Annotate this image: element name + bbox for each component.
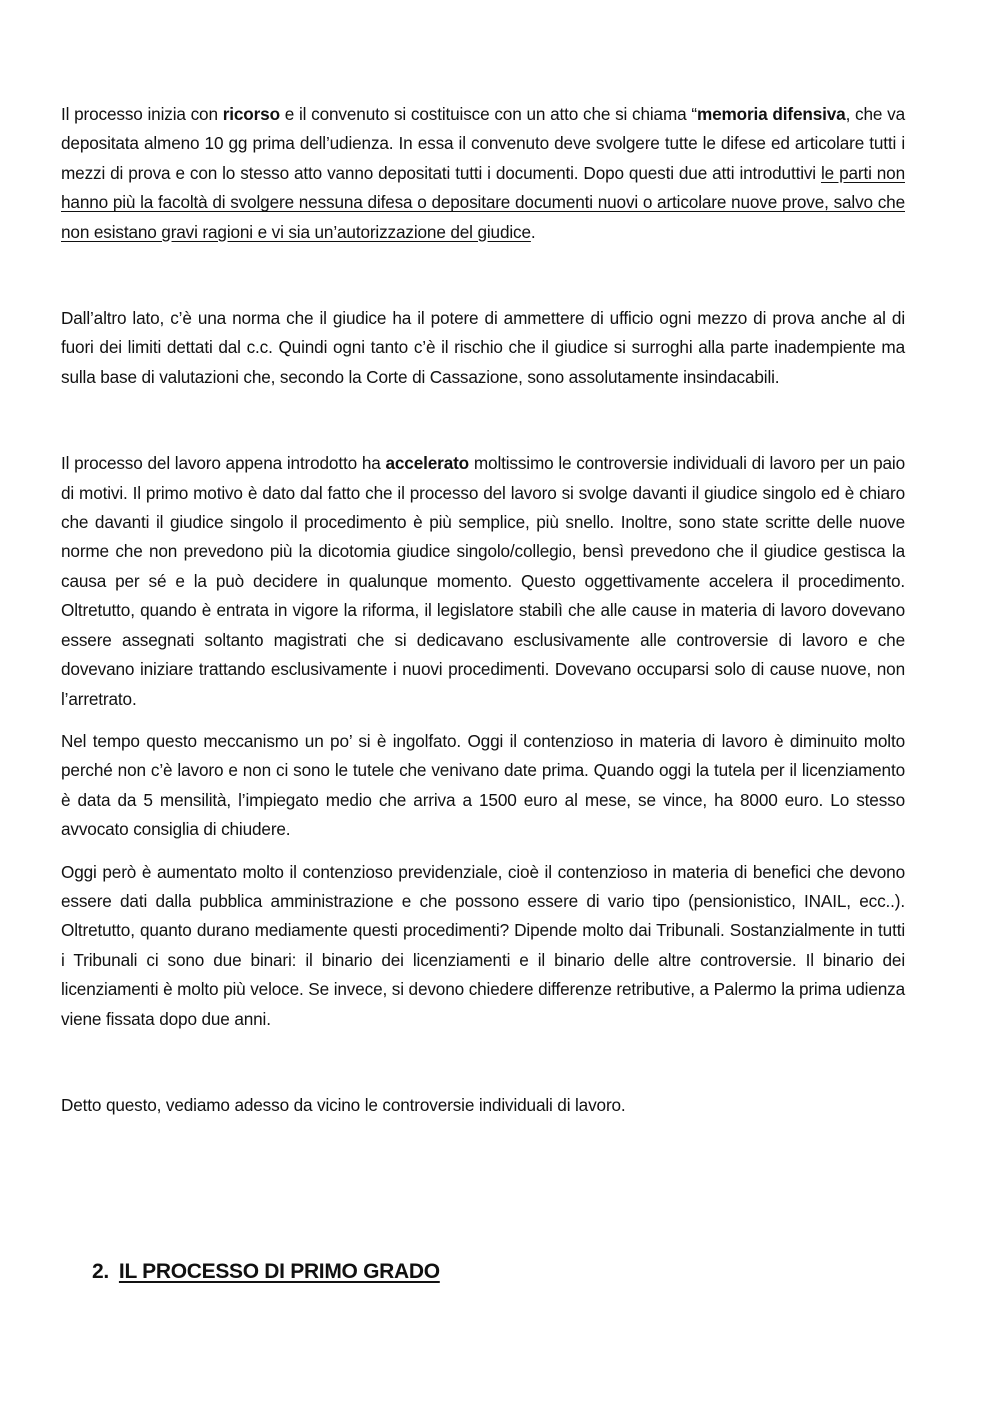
section-title: IL PROCESSO DI PRIMO GRADO xyxy=(118,1260,440,1283)
p1-text-1: Il processo inizia con xyxy=(61,104,223,124)
section-heading xyxy=(92,1260,440,1284)
p1-text-3: , che va depositata almeno 10 gg prima dell’udienza. In essa il convenuto deve svolgere tutte le difese ed articolare tutti i mezzi di prova e con lo stesso atto vanno depositati tutti i documenti. Dopo questi due atti introduttivi xyxy=(61,104,905,183)
p1-text-4: . xyxy=(530,221,536,242)
p3-bold-accelerato: accelerato xyxy=(385,453,470,474)
p3-text-1: Il processo del lavoro appena introdotto ha xyxy=(61,453,386,474)
p1-bold-memoria-difensiva: memoria difensiva xyxy=(696,104,846,124)
paragraph-6: Detto questo, vediamo adesso da vicino le controversie individuali di lavoro. xyxy=(61,1094,626,1115)
paragraph-3 xyxy=(61,449,905,714)
p3-text-2: moltissimo le controversie individuali di lavoro per un paio di motivi. Il primo motivo è dato dal fatto che il processo del lavoro si svolge davanti il giudice singolo ed è chiaro che davanti il giudice singolo il procedimento è più semplice, più snello. Inoltre, sono state scritte delle nuove norme che non prevedono più la dicotomia giudice singolo/collegio, bensì prevedono che il giudice gestisca la causa per sé e la può decidere in qualunque momento. Questo oggettivamente accelera il procedimento. Oltretutto, quando è entrata in vigore la riforma, il legislatore stabilì che alle cause in materia di lavoro dovevano essere assegnati soltanto magistrati che si dedicavano esclusivamente alle controversie di lavoro e che dovevano iniziare trattando esclusivamente i nuovi procedimenti. Dovevano occuparsi solo di cause nuove, non l’arretrato. xyxy=(61,453,905,709)
p1-text-2: e il convenuto si costituisce con un atto che si chiama “ xyxy=(279,104,697,124)
paragraph-4: Nel tempo questo meccanismo un po’ si è ingolfato. Oggi il contenzioso in materia di lavoro è diminuito molto perché non c’è lavoro e non ci sono le tutele che venivano date prima. Quando oggi la tutela per il licenziamento è data da 5 mensilità, l’impiegato medio che arriva a 1500 euro al mese, se vince, ha 8000 euro. Lo stesso avvocato consiglia di chiudere. xyxy=(61,730,905,840)
paragraph-2: Dall’altro lato, c’è una norma che il giudice ha il potere di ammettere di ufficio ogni mezzo di prova anche al di fuori dei limiti dettati dal c.c. Quindi ogni tanto c’è il rischio che il giudice si surroghi alla parte inadempiente ma sulla base di valutazioni che, secondo la Corte di Cassazione, sono assolutamente insindacabili. xyxy=(61,308,905,387)
p1-bold-ricorso: ricorso xyxy=(222,104,280,124)
paragraph-1 xyxy=(61,100,905,247)
paragraph-5: Oggi però è aumentato molto il contenzioso previdenziale, cioè il contenzioso in materia di benefici che devono essere dati dalla pubblica amministrazione e che possono essere di vario tipo (pensionistico, INAIL, ecc..). Oltretutto, quanto durano mediamente questi procedimenti? Dipende molto dai Tribunali. Sostanzialmente in tutti i Tribunali ci sono due binari: il binario dei licenziamenti e il binario delle altre controversie. Il binario dei licenziamenti è molto più veloce. Se invece, si devono chiedere differenze retributive, a Palermo la prima udienza viene fissata dopo due anni. xyxy=(61,861,905,1029)
p1-underlined-text: le parti non hanno più la facoltà di svolgere nessuna difesa o depositare documenti nuovi o articolare nuove prove, salvo che non esistano gravi ragioni e vi sia un’autorizzazione del giudice xyxy=(61,162,905,242)
document-body xyxy=(61,100,905,1120)
section-number: 2. xyxy=(92,1260,109,1283)
